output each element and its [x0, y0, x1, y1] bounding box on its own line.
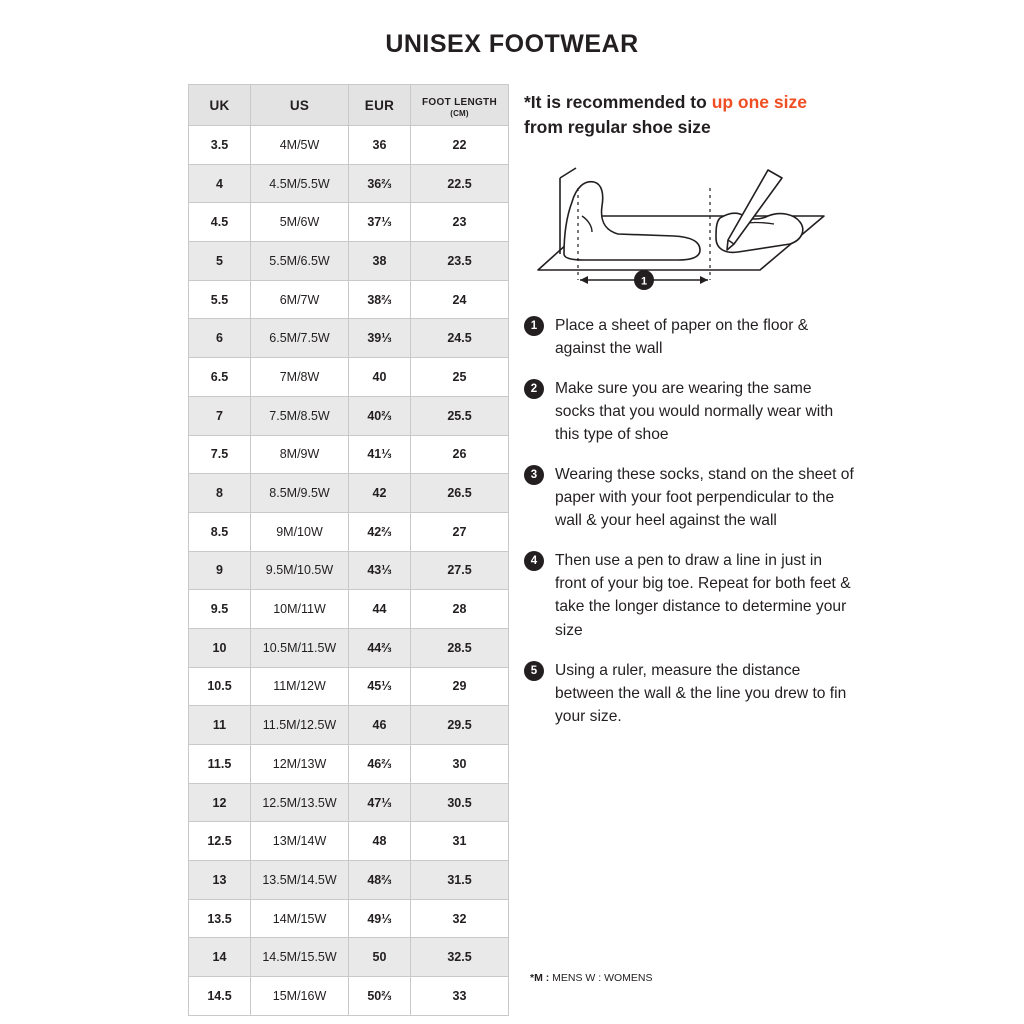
- page-title: UNISEX FOOTWEAR: [385, 30, 639, 58]
- cell-foot-length: 32: [411, 899, 509, 938]
- cell-uk: 9: [189, 551, 251, 590]
- cell-foot-length: 25: [411, 358, 509, 397]
- cell-uk: 4: [189, 164, 251, 203]
- cell-uk: 11.5: [189, 745, 251, 784]
- cell-us: 5.5M/6.5W: [251, 242, 349, 281]
- cell-eur: 48⅔: [349, 861, 411, 900]
- table-row: [189, 899, 509, 938]
- cell-foot-length: 25.5: [411, 396, 509, 435]
- cell-eur: 44⅔: [349, 628, 411, 667]
- column-header-uk: [189, 85, 251, 126]
- column-header-foot-length: [411, 85, 509, 126]
- cell-uk: 12.5: [189, 822, 251, 861]
- cell-foot-length: 29: [411, 667, 509, 706]
- table-row: [189, 203, 509, 242]
- cell-us: 4M/5W: [251, 126, 349, 165]
- cell-us: 4.5M/5.5W: [251, 164, 349, 203]
- step-item: [524, 549, 864, 641]
- cell-uk: 6.5: [189, 358, 251, 397]
- cell-uk: 14: [189, 938, 251, 977]
- foot-outline: [564, 181, 700, 259]
- cell-eur: 38: [349, 242, 411, 281]
- cell-uk: 11: [189, 706, 251, 745]
- step-item: [524, 463, 864, 532]
- cell-foot-length: 29.5: [411, 706, 509, 745]
- step-number-badge: 5: [524, 661, 544, 681]
- cell-eur: 41⅓: [349, 435, 411, 474]
- cell-foot-length: 23: [411, 203, 509, 242]
- cell-us: 11.5M/12.5W: [251, 706, 349, 745]
- cell-eur: 40⅔: [349, 396, 411, 435]
- table-row: [189, 396, 509, 435]
- cell-us: 9.5M/10.5W: [251, 551, 349, 590]
- cell-uk: 5: [189, 242, 251, 281]
- step-text: Make sure you are wearing the same socks that you would normally wear with this type of shoe: [555, 379, 834, 443]
- cell-us: 11M/12W: [251, 667, 349, 706]
- column-header-us-label: US: [289, 97, 310, 113]
- measure-arrow-right: [700, 276, 708, 284]
- cell-eur: 36: [349, 126, 411, 165]
- cell-us: 12.5M/13.5W: [251, 783, 349, 822]
- cell-foot-length: 22: [411, 126, 509, 165]
- cell-uk: 10.5: [189, 667, 251, 706]
- table-row: [189, 628, 509, 667]
- table-row: [189, 551, 509, 590]
- cell-foot-length: 26.5: [411, 474, 509, 513]
- cell-foot-length: 23.5: [411, 242, 509, 281]
- cell-eur: 39⅓: [349, 319, 411, 358]
- cell-uk: 13: [189, 861, 251, 900]
- step-number-badge: 2: [524, 379, 544, 399]
- cell-us: 13.5M/14.5W: [251, 861, 349, 900]
- table-row: [189, 319, 509, 358]
- step-text: Using a ruler, measure the distance between the wall & the line you drew to fin your size.: [555, 661, 847, 725]
- cell-us: 14M/15W: [251, 899, 349, 938]
- cell-foot-length: 31.5: [411, 861, 509, 900]
- cell-uk: 14.5: [189, 977, 251, 1016]
- cell-eur: 50: [349, 938, 411, 977]
- step-number-badge: 3: [524, 465, 544, 485]
- step-text: Then use a pen to draw a line in just in front of your big toe. Repeat for both feet & take the longer distance to determine your size: [555, 552, 851, 639]
- column-header-uk-label: UK: [209, 97, 230, 113]
- column-header-foot-length-unit: (CM): [450, 108, 469, 118]
- instructions-column: [524, 90, 864, 745]
- cell-foot-length: 31: [411, 822, 509, 861]
- cell-us: 7M/8W: [251, 358, 349, 397]
- cell-eur: 38⅔: [349, 280, 411, 319]
- cell-foot-length: 24.5: [411, 319, 509, 358]
- measure-arrow-left: [580, 276, 588, 284]
- cell-uk: 7: [189, 396, 251, 435]
- cell-uk: 5.5: [189, 280, 251, 319]
- cell-eur: 36⅔: [349, 164, 411, 203]
- cell-us: 10.5M/11.5W: [251, 628, 349, 667]
- cell-us: 8.5M/9.5W: [251, 474, 349, 513]
- column-header-us: [251, 85, 349, 126]
- table-row: [189, 938, 509, 977]
- foot-diagram-svg: [524, 158, 854, 298]
- cell-us: 14.5M/15.5W: [251, 938, 349, 977]
- recommendation-tail: from regular shoe size: [524, 116, 711, 137]
- table-row: [189, 358, 509, 397]
- recommendation-lead: *It is recommended to: [524, 92, 712, 112]
- table-header-row: [189, 85, 509, 126]
- cell-us: 6M/7W: [251, 280, 349, 319]
- recommendation-highlight: up one size: [711, 92, 807, 112]
- cell-uk: 3.5: [189, 126, 251, 165]
- cell-us: 10M/11W: [251, 590, 349, 629]
- table-row: [189, 474, 509, 513]
- cell-foot-length: 30.5: [411, 783, 509, 822]
- cell-foot-length: 33: [411, 977, 509, 1016]
- cell-uk: 7.5: [189, 435, 251, 474]
- size-table-container: [188, 84, 508, 1016]
- table-row: [189, 280, 509, 319]
- cell-foot-length: 28: [411, 590, 509, 629]
- table-row: [189, 242, 509, 281]
- cell-foot-length: 30: [411, 745, 509, 784]
- step-number-badge: 4: [524, 551, 544, 571]
- cell-foot-length: 24: [411, 280, 509, 319]
- cell-eur: 43⅓: [349, 551, 411, 590]
- table-row: [189, 667, 509, 706]
- table-row: [189, 164, 509, 203]
- cell-eur: 48: [349, 822, 411, 861]
- cell-uk: 13.5: [189, 899, 251, 938]
- step-text: Place a sheet of paper on the floor & against the wall: [555, 316, 809, 357]
- cell-us: 8M/9W: [251, 435, 349, 474]
- column-header-eur: [349, 85, 411, 126]
- cell-us: 9M/10W: [251, 512, 349, 551]
- column-header-eur-label: EUR: [364, 97, 395, 113]
- cell-us: 15M/16W: [251, 977, 349, 1016]
- table-row: [189, 861, 509, 900]
- table-row: [189, 435, 509, 474]
- cell-us: 12M/13W: [251, 745, 349, 784]
- steps-list: [524, 314, 864, 728]
- cell-eur: 46: [349, 706, 411, 745]
- cell-eur: 40: [349, 358, 411, 397]
- column-header-foot-length-label: FOOT LENGTH: [422, 96, 497, 108]
- cell-eur: 47⅓: [349, 783, 411, 822]
- cell-eur: 49⅓: [349, 899, 411, 938]
- cell-foot-length: 22.5: [411, 164, 509, 203]
- cell-foot-length: 27.5: [411, 551, 509, 590]
- size-table: [188, 84, 509, 1016]
- cell-us: 6.5M/7.5W: [251, 319, 349, 358]
- foot-measurement-diagram: [524, 158, 854, 298]
- recommendation-text: [524, 90, 854, 140]
- table-row: [189, 822, 509, 861]
- footnote: [530, 972, 653, 984]
- table-header: [189, 85, 509, 126]
- cell-uk: 6: [189, 319, 251, 358]
- cell-eur: 46⅔: [349, 745, 411, 784]
- table-row: [189, 783, 509, 822]
- table-body: [189, 126, 509, 1016]
- cell-foot-length: 27: [411, 512, 509, 551]
- table-row: [189, 590, 509, 629]
- cell-foot-length: 26: [411, 435, 509, 474]
- table-row: [189, 512, 509, 551]
- step-item: [524, 659, 864, 728]
- cell-eur: 44: [349, 590, 411, 629]
- step-text: Wearing these socks, stand on the sheet of paper with your foot perpendicular to the wall & your heel against the wall: [555, 466, 854, 530]
- table-row: [189, 706, 509, 745]
- cell-uk: 10: [189, 628, 251, 667]
- table-row: [189, 126, 509, 165]
- cell-foot-length: 32.5: [411, 938, 509, 977]
- step-item: [524, 377, 864, 446]
- table-row: [189, 977, 509, 1016]
- cell-uk: 4.5: [189, 203, 251, 242]
- cell-eur: 37⅓: [349, 203, 411, 242]
- table-row: [189, 745, 509, 784]
- cell-eur: 45⅓: [349, 667, 411, 706]
- cell-eur: 42: [349, 474, 411, 513]
- cell-eur: 42⅔: [349, 512, 411, 551]
- footnote-text: MENS W : WOMENS: [549, 972, 653, 984]
- cell-uk: 9.5: [189, 590, 251, 629]
- measure-badge-label: 1: [640, 275, 648, 288]
- cell-uk: 8: [189, 474, 251, 513]
- cell-us: 13M/14W: [251, 822, 349, 861]
- wall-top-line: [560, 168, 576, 178]
- cell-foot-length: 28.5: [411, 628, 509, 667]
- cell-us: 5M/6W: [251, 203, 349, 242]
- cell-uk: 12: [189, 783, 251, 822]
- cell-eur: 50⅔: [349, 977, 411, 1016]
- cell-uk: 8.5: [189, 512, 251, 551]
- step-number-badge: 1: [524, 316, 544, 336]
- step-item: [524, 314, 864, 360]
- cell-us: 7.5M/8.5W: [251, 396, 349, 435]
- footnote-prefix: *M :: [530, 972, 550, 984]
